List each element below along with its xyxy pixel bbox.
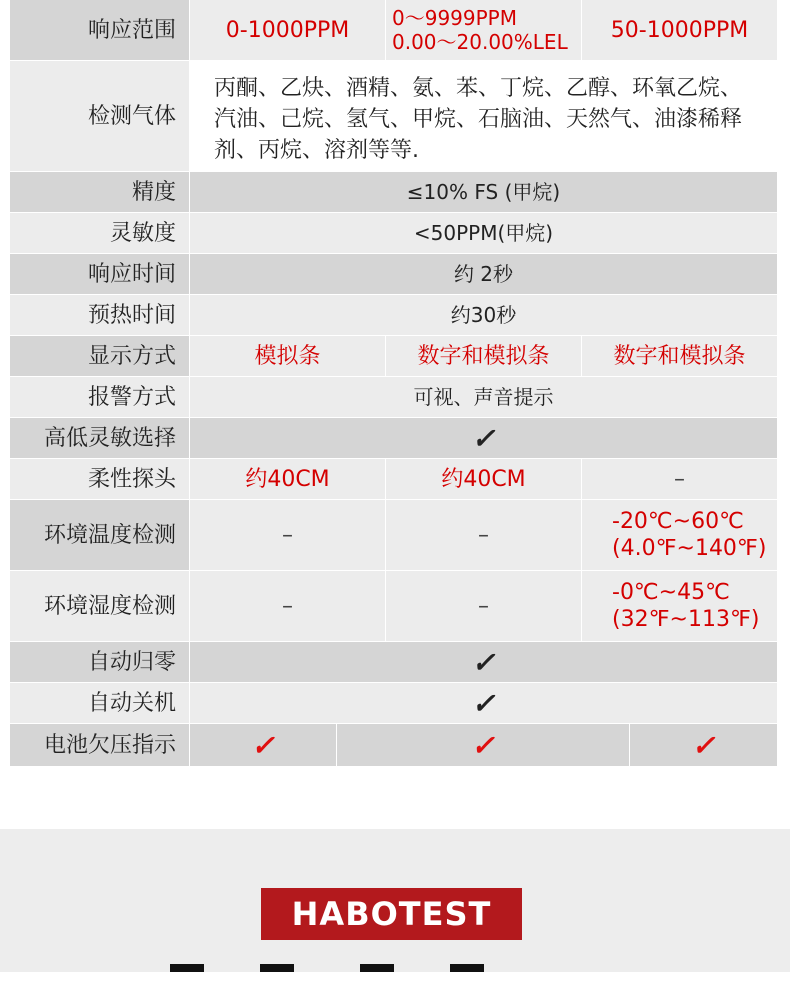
env-humidity-fahrenheit: (32℉~113℉) — [612, 607, 760, 632]
row-label-env-humidity: 环境湿度检测 — [10, 571, 189, 641]
brand-name: HABOTEST — [291, 895, 492, 933]
response-range-model-2 — [386, 0, 581, 60]
row-label-probe: 柔性探头 — [10, 459, 189, 499]
response-range-model-1: 0-1000PPM — [190, 0, 385, 60]
row-label-sensitivity: 灵敏度 — [10, 213, 189, 253]
response-range-model-2-ppm: 0～9999PPM — [392, 6, 517, 30]
row-label-alarm: 报警方式 — [10, 377, 189, 417]
row-label-hi-lo: 高低灵敏选择 — [10, 418, 189, 458]
row-label-display: 显示方式 — [10, 336, 189, 376]
cropped-glyph — [450, 964, 484, 972]
auto-off-check-icon: ✓ — [190, 683, 777, 723]
row-label-low-battery: 电池欠压指示 — [10, 724, 189, 766]
auto-zero-check-icon: ✓ — [190, 642, 777, 682]
brand-footer — [0, 829, 790, 972]
low-battery-model-2-check-icon: ✓ — [337, 724, 629, 766]
row-label-response-range: 响应范围 — [10, 0, 189, 60]
probe-model-2: 约40CM — [386, 459, 581, 499]
display-model-1: 模拟条 — [190, 336, 385, 376]
env-temp-fahrenheit: (4.0℉~140℉) — [612, 536, 767, 561]
response-time-value: 约 2秒 — [190, 254, 777, 294]
env-temp-model-1: – — [190, 500, 385, 570]
row-label-auto-off: 自动关机 — [10, 683, 189, 723]
cropped-glyph — [260, 964, 294, 972]
env-temp-model-2: – — [386, 500, 581, 570]
row-label-env-temp: 环境温度检测 — [10, 500, 189, 570]
display-model-2: 数字和模拟条 — [386, 336, 581, 376]
env-temp-celsius: -20℃~60℃ — [612, 509, 744, 534]
env-humidity-model-1: – — [190, 571, 385, 641]
env-temp-model-3 — [582, 500, 777, 570]
display-model-3: 数字和模拟条 — [582, 336, 777, 376]
spec-table — [10, 0, 777, 766]
alarm-value: 可视、声音提示 — [190, 377, 777, 417]
hi-lo-check-icon: ✓ — [190, 418, 777, 458]
sensitivity-value: <50PPM(甲烷) — [190, 213, 777, 253]
row-label-gases: 检测气体 — [10, 61, 189, 171]
cropped-heading — [160, 964, 560, 984]
response-range-model-2-lel: 0.00～20.00%LEL — [392, 30, 568, 54]
accuracy-value: ≤10% FS (甲烷) — [190, 172, 777, 212]
env-humidity-celsius: -0℃~45℃ — [612, 580, 730, 605]
low-battery-model-1-check-icon: ✓ — [190, 724, 336, 766]
response-range-model-3: 50-1000PPM — [582, 0, 777, 60]
probe-model-1: 约40CM — [190, 459, 385, 499]
habotest-logo — [261, 888, 522, 940]
cropped-glyph — [360, 964, 394, 972]
row-label-response-time: 响应时间 — [10, 254, 189, 294]
row-label-preheat: 预热时间 — [10, 295, 189, 335]
gases-list: 丙酮、乙炔、酒精、氨、苯、丁烷、乙醇、环氧乙烷、汽油、己烷、氢气、甲烷、石脑油、天然气、油漆稀释剂、丙烷、溶剂等等. — [190, 61, 777, 171]
env-humidity-model-3 — [582, 571, 777, 641]
preheat-value: 约30秒 — [190, 295, 777, 335]
env-humidity-model-2: – — [386, 571, 581, 641]
row-label-accuracy: 精度 — [10, 172, 189, 212]
row-label-auto-zero: 自动归零 — [10, 642, 189, 682]
probe-model-3: – — [582, 459, 777, 499]
cropped-glyph — [170, 964, 204, 972]
low-battery-model-3-check-icon: ✓ — [630, 724, 777, 766]
